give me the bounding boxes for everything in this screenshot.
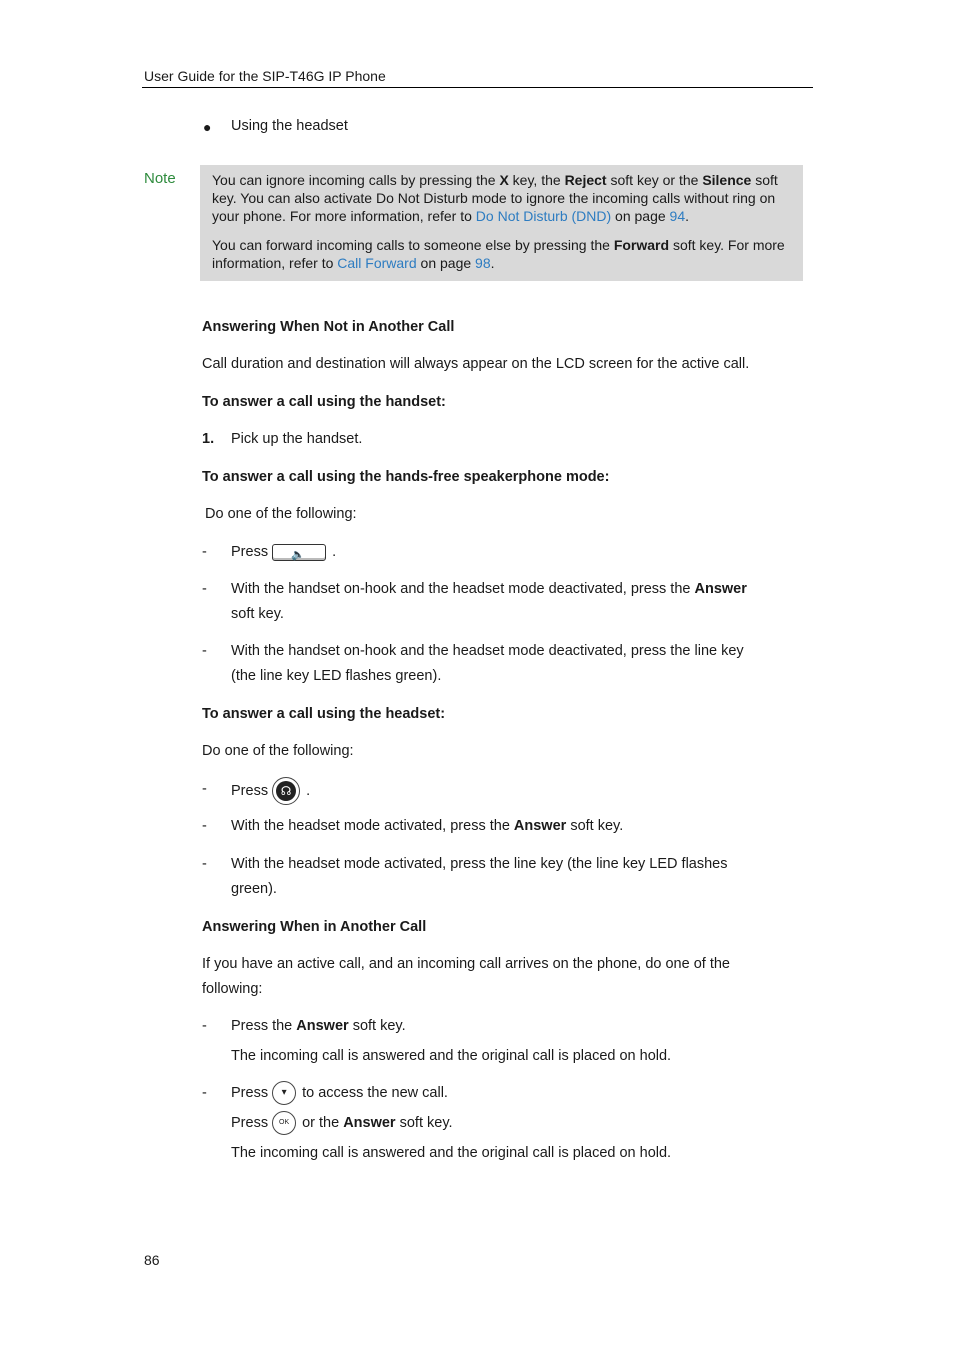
list-item: With the handset on-hook and the headset mode deactivated, press the Answer soft key. (231, 581, 747, 622)
step-text: Pick up the handset. (231, 431, 363, 447)
page-number: 86 (144, 1252, 160, 1268)
speaker-intro: Do one of the following: (205, 506, 357, 522)
bullet-dot: ● (203, 119, 212, 135)
dash: - (202, 581, 207, 597)
headset-key-icon: ☊ (272, 777, 300, 805)
running-header: User Guide for the SIP-T46G IP Phone (144, 68, 386, 84)
handset-heading: To answer a call using the handset: (202, 394, 446, 410)
note-paragraph-2: You can forward incoming calls to someone else by pressing the Forward soft key. For more information, refer to Call Forward on page 98. (212, 237, 785, 271)
dash: - (202, 856, 207, 872)
list-item: With the handset on-hook and the headset mode deactivated, press the line key (the line key LED flashes green). (231, 643, 744, 684)
dash: - (202, 643, 207, 659)
bullet-text: Using the headset (231, 118, 348, 134)
list-item: Press ☊ . (231, 777, 310, 805)
list-item: With the headset mode activated, press the line key (the line key LED flashes green). (231, 856, 728, 897)
header-rule (142, 87, 813, 88)
section2-intro: If you have an active call, and an incoming call arrives on the phone, do one of the following: (202, 956, 730, 997)
dash: - (202, 544, 207, 560)
headset-heading: To answer a call using the headset: (202, 706, 446, 722)
section-intro: Call duration and destination will always appear on the LCD screen for the active call. (202, 356, 750, 372)
ok-key-icon: OK (272, 1111, 296, 1135)
result-text: The incoming call is answered and the original call is placed on hold. (231, 1048, 672, 1064)
result-text: The incoming call is answered and the original call is placed on hold. (231, 1145, 672, 1161)
link-do-not-disturb[interactable]: Do Not Disturb (DND) (475, 208, 612, 224)
speakerphone-key-icon: 🔈 (272, 544, 326, 561)
speaker-heading: To answer a call using the hands-free speakerphone mode: (202, 469, 610, 485)
note-paragraph-1: You can ignore incoming calls by pressing the X key, the Reject soft key or the Silence soft key. You can also activate Do Not Disturb mode to ignore the incoming calls without ring on your phone. For more information, refer to Do Not Disturb (DND) on page 94. (212, 172, 778, 224)
navigation-down-key-icon: ▾ (272, 1081, 296, 1105)
step-number: 1. (202, 431, 215, 447)
list-item: Press 🔈 . (231, 544, 337, 561)
link-page-94[interactable]: 94 (669, 208, 686, 224)
section-heading: Answering When Not in Another Call (202, 319, 455, 335)
list-item: Press the Answer soft key. (231, 1018, 406, 1034)
note-label: Note (144, 170, 176, 187)
dash: - (202, 1018, 207, 1034)
link-call-forward[interactable]: Call Forward (337, 255, 417, 271)
dash: - (202, 818, 207, 834)
list-item: Press ▾ to access the new call. (231, 1081, 448, 1106)
dash: - (202, 781, 207, 797)
list-item-continued: Press OK or the Answer soft key. (231, 1111, 453, 1136)
note-box (200, 165, 803, 281)
headset-intro: Do one of the following: (202, 743, 354, 759)
dash: - (202, 1085, 207, 1101)
section-heading-2: Answering When in Another Call (202, 919, 427, 935)
list-item: With the headset mode activated, press the Answer soft key. (231, 818, 624, 834)
link-page-98[interactable]: 98 (475, 255, 491, 271)
